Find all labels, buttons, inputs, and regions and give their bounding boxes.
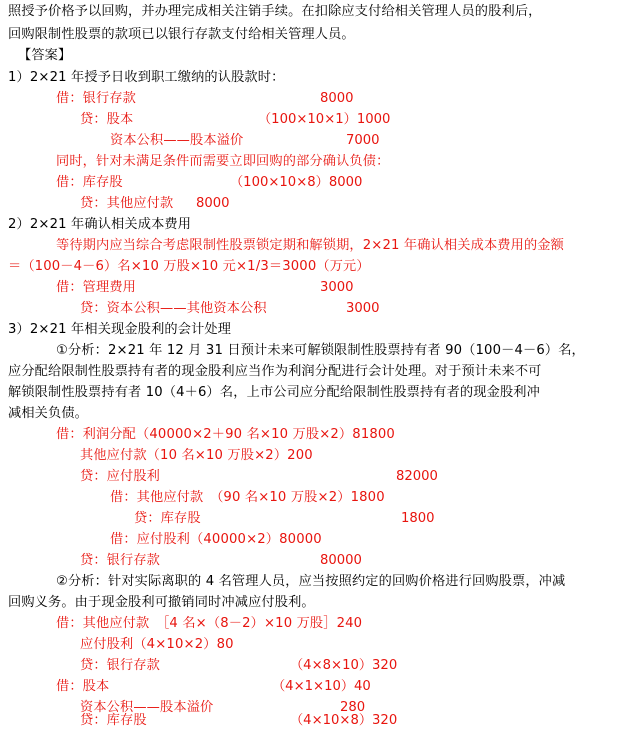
- part3-entry1: 借：利润分配（40000×2＋90 名×10 万股×2）81800: [56, 427, 395, 442]
- part3-entry13-label: 贷：库存股: [80, 713, 147, 728]
- part3-analysis2-line-1: ②分析：针对实际离职的 4 名管理人员，应当按照约定的回购价格进行回购股票，冲减: [56, 574, 566, 589]
- part3-entry3-amount: 82000: [396, 469, 438, 484]
- part3-entry13-calc: （4×10×8）320: [290, 713, 398, 728]
- part3-analysis1-line-4: 减相关负债。: [8, 406, 89, 421]
- part2-heading: 2）2×21 年确认相关成本费用: [8, 217, 192, 232]
- part2-note-line-2: ＝（100－4－6）名×10 万股×10 元×1/3＝3000（万元）: [8, 259, 370, 274]
- part3-analysis1-line-1: ①分析：2×21 年 12 月 31 日预计未来可解锁限制性股票持有者 90（100－4－6）名，: [56, 343, 585, 358]
- part1-entry4-label: 借：库存股: [56, 175, 123, 190]
- part3-entry8: 借：其他应付款 ［4 名×（8－2）×10 万股］240: [56, 616, 363, 631]
- answer-label: 【答案】: [18, 48, 72, 63]
- part3-entry4: 借：其他应付款 （90 名×10 万股×2）1800: [110, 490, 385, 505]
- part3-entry12-label: 资本公积——股本溢价: [80, 700, 214, 715]
- part2-entry1-label: 借：管理费用: [56, 280, 137, 295]
- part3-entry3-label: 贷：应付股利: [80, 469, 161, 484]
- part1-entry1-amount: 8000: [320, 91, 354, 106]
- part3-heading: 3）2×21 年相关现金股利的会计处理: [8, 322, 232, 337]
- part1-entry3-label: 资本公积——股本溢价: [110, 133, 244, 148]
- part3-entry5-amount: 1800: [401, 511, 435, 526]
- part3-entry7-amount: 80000: [320, 553, 362, 568]
- part3-entry12-amount: 280: [340, 700, 366, 715]
- part2-entry1-amount: 3000: [320, 280, 354, 295]
- part1-heading: 1）2×21 年授予日收到职工缴纳的认股款时：: [8, 70, 285, 85]
- intro-line-1: 照授予价格予以回购，并办理完成相关注销手续。在扣除应支付给相关管理人员的股利后，: [8, 4, 542, 19]
- part3-entry10-calc: （4×8×10）320: [290, 658, 398, 673]
- part3-analysis2-line-2: 回购义务。由于现金股利可撤销同时冲减应付股利。: [8, 595, 315, 610]
- part3-entry6: 借：应付股利（40000×2）80000: [110, 532, 322, 547]
- part3-analysis1-line-2: 应分配给限制性股票持有者的现金股利应当作为利润分配进行会计处理。对于预计未来不可: [8, 364, 542, 379]
- part3-entry2: 其他应付款（10 名×10 万股×2）200: [80, 448, 313, 463]
- part3-entry7-label: 贷：银行存款: [80, 553, 161, 568]
- part1-entry5-label: 贷：其他应付款: [80, 196, 174, 211]
- part3-analysis1-line-3: 解锁限制性股票持有者 10（4＋6）名，上市公司应分配给限制性股票持有者的现金股利冲: [8, 385, 540, 400]
- part2-entry2-amount: 3000: [346, 301, 380, 316]
- part1-entry1-label: 借：银行存款: [56, 91, 137, 106]
- part3-entry5-label: 贷：库存股: [134, 511, 201, 526]
- part1-entry5-amount: 8000: [196, 196, 230, 211]
- part1-entry4-calc: （100×10×8）8000: [230, 175, 363, 190]
- intro-line-2: 回购限制性股票的款项已以银行存款支付给相关管理人员。: [8, 27, 355, 42]
- part1-entry2-calc: （100×10×1）1000: [258, 112, 391, 127]
- part3-entry11-calc: （4×1×10）40: [272, 679, 371, 694]
- part3-entry11-label: 借：股本: [56, 679, 110, 694]
- part1-note: 同时，针对未满足条件而需要立即回购的部分确认负债：: [56, 154, 390, 169]
- part1-entry2-label: 贷：股本: [80, 112, 134, 127]
- part3-entry10-label: 贷：银行存款: [80, 658, 161, 673]
- part2-note-line-1: 等待期内应当综合考虑限制性股票锁定期和解锁期，2×21 年确认相关成本费用的金额: [56, 238, 564, 253]
- part3-entry9: 应付股利（4×10×2）80: [80, 637, 234, 652]
- part2-entry2-label: 贷：资本公积——其他资本公积: [80, 301, 267, 316]
- part1-entry3-amount: 7000: [346, 133, 380, 148]
